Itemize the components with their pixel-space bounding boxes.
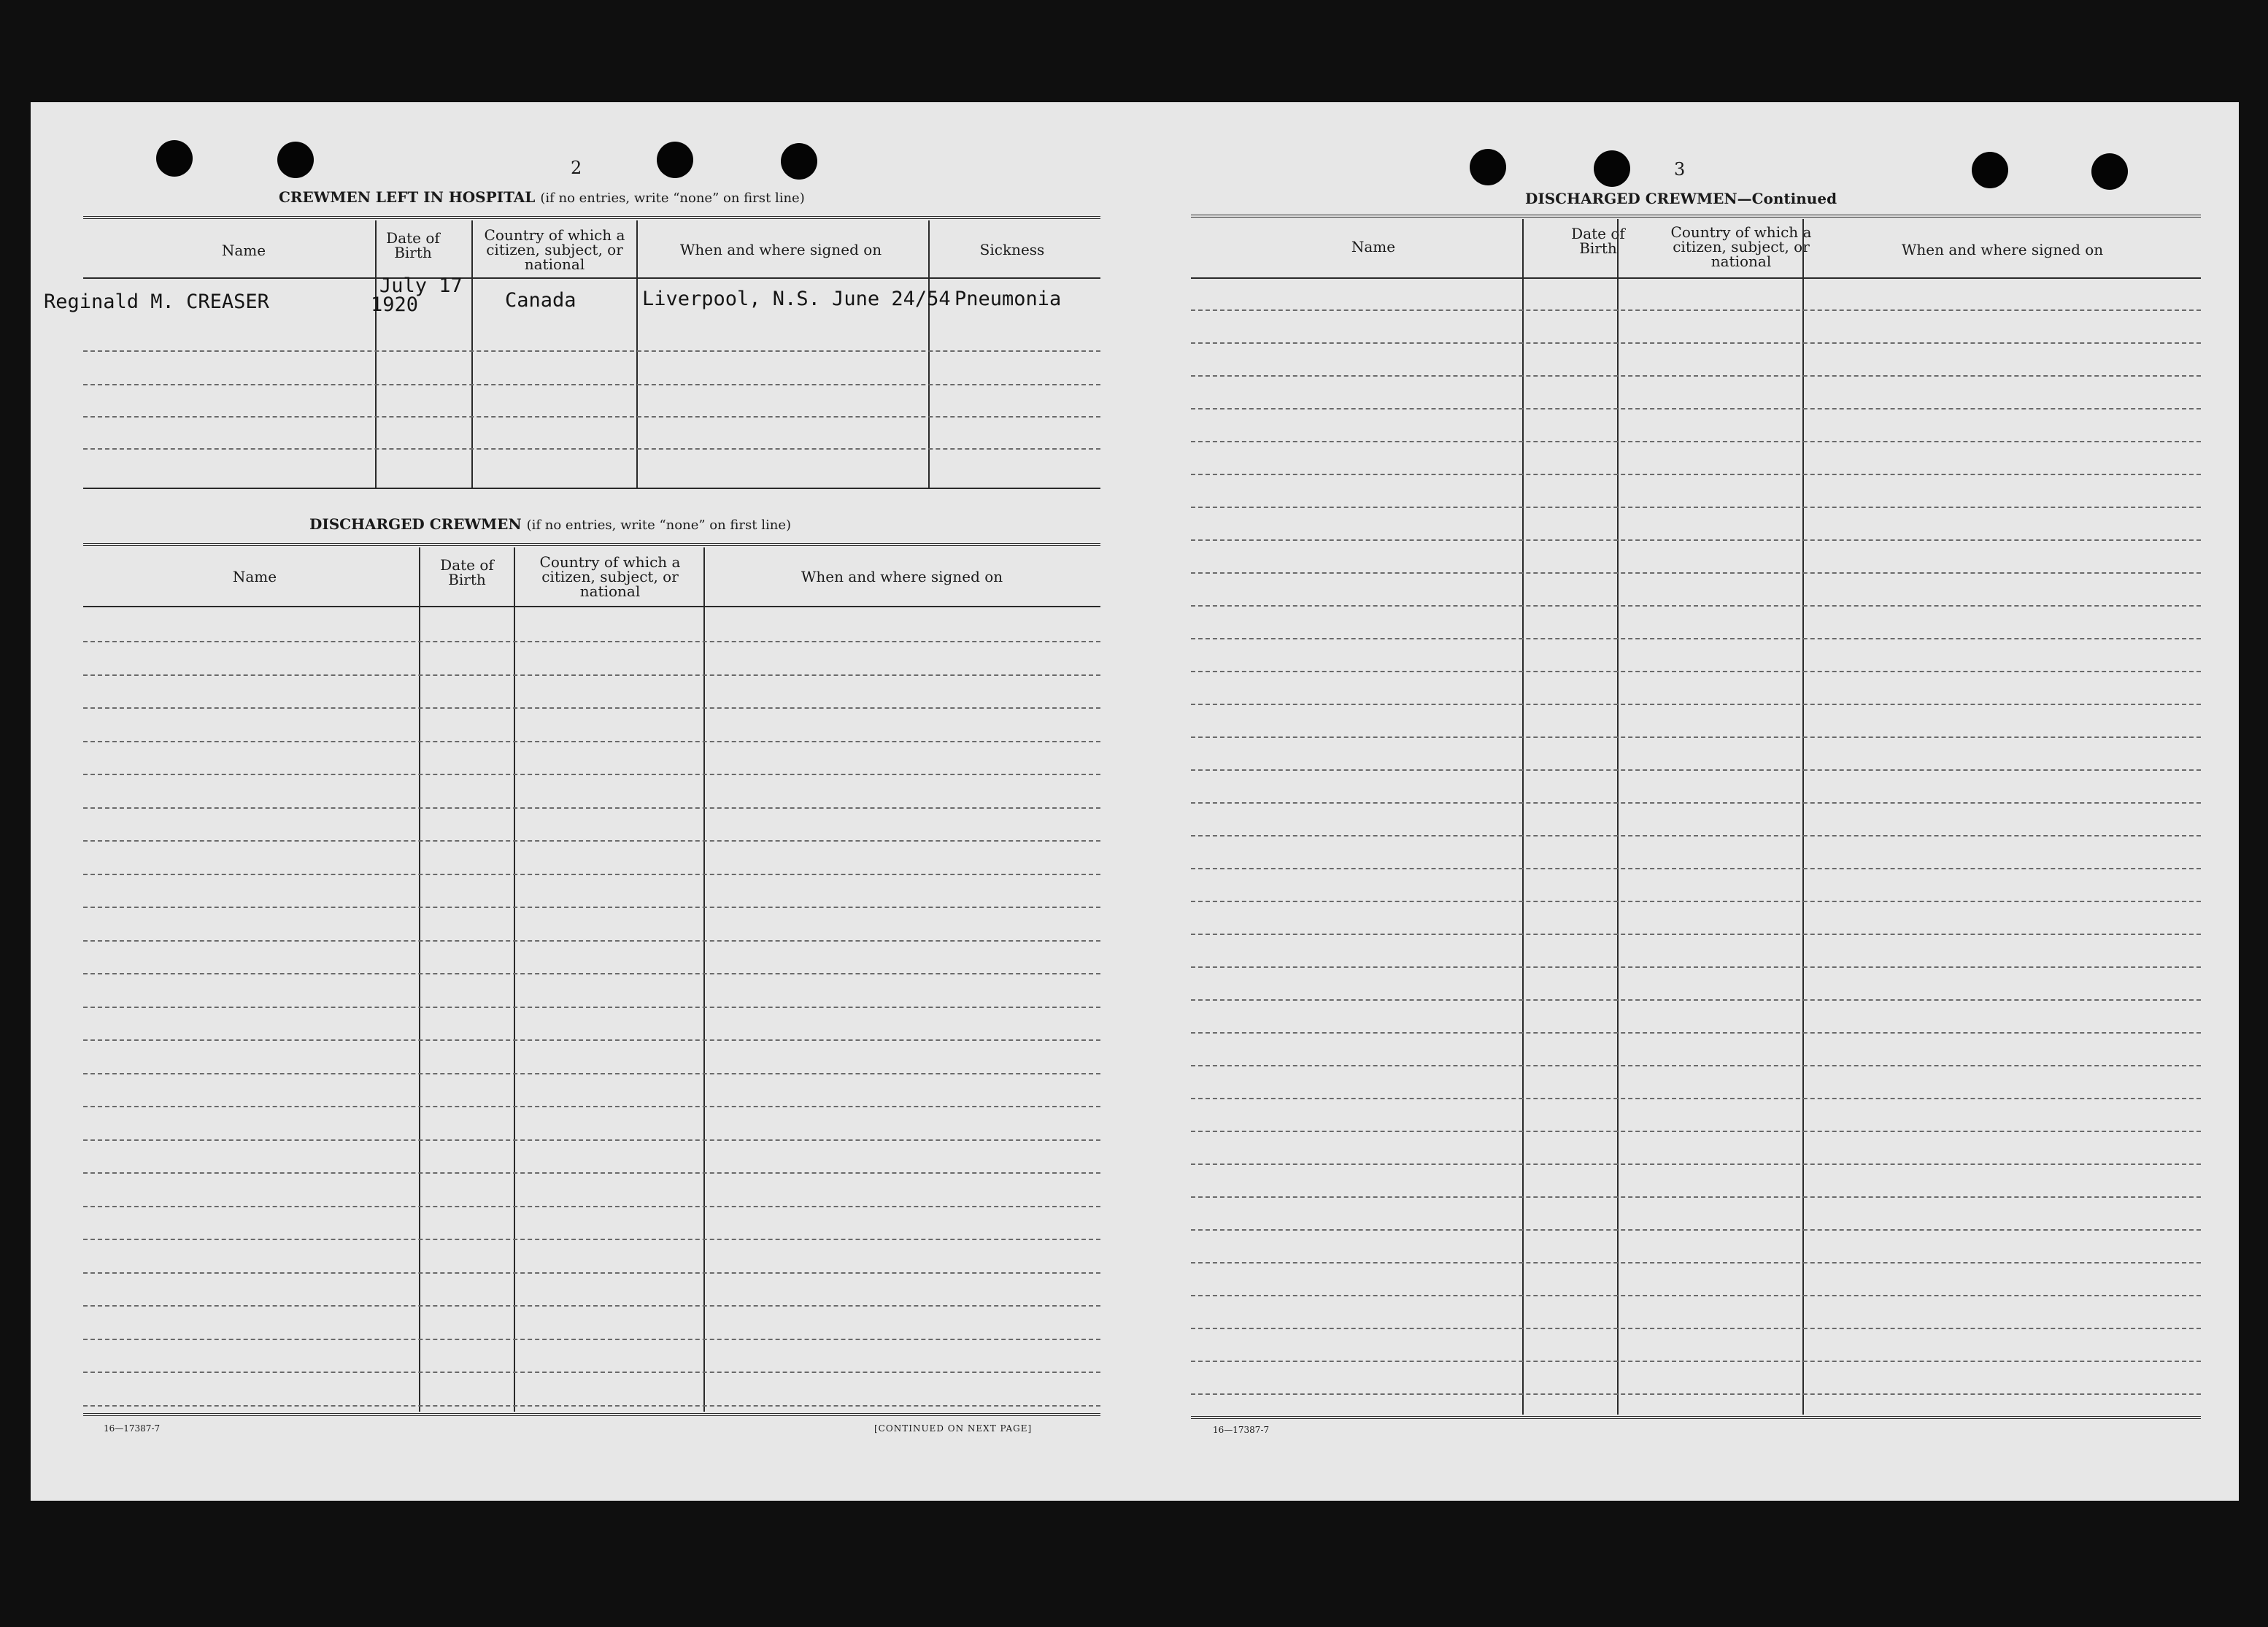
row-line [1191,704,2201,705]
column-divider [514,547,515,1412]
row-line [83,1339,1100,1340]
row-line [83,1305,1100,1307]
row-line [83,874,1100,875]
row-line [83,674,1100,676]
row-line [1191,1262,2201,1263]
hospital-title-text: CREWMEN LEFT IN HOSPITAL [279,188,536,206]
row-line [83,1007,1100,1008]
row-line [83,350,1100,352]
row-line [1191,1196,2201,1198]
right-header-rule [1191,277,2201,279]
manifest-sheet [31,102,2239,1501]
row-line [83,1272,1100,1274]
row-line [1191,408,2201,409]
punch-hole [156,140,193,177]
row-line [1191,1131,2201,1132]
row-line [83,1139,1100,1141]
row-line [83,840,1100,842]
row-line [1191,901,2201,902]
row-line [1191,638,2201,639]
discharged-section-title [309,515,791,533]
column-divider [419,547,420,1412]
hospital-section-title [279,188,805,206]
row-line [1191,309,2201,311]
right-page-title: DISCHARGED CREWMEN—Continued [1525,190,1837,207]
hospital-header-sickness: Sickness [979,241,1045,258]
column-divider [1802,219,1804,1415]
row-line [83,1073,1100,1074]
row-line [1191,441,2201,442]
form-number-right: 16—17387-7 [1213,1425,1270,1435]
row-line [1191,868,2201,869]
row-line [1191,1328,2201,1329]
row-line [83,641,1100,642]
row-line [1191,1098,2201,1099]
hospital-entry-country: Canada [505,289,576,312]
hospital-header-dob: Date of Birth [386,229,440,261]
row-line [83,1172,1100,1174]
row-line [1191,375,2201,377]
row-line [1191,1295,2201,1296]
hospital-entry-name: Reginald M. CREASER [44,291,269,313]
column-divider [1522,219,1524,1415]
hospital-header-name: Name [221,242,266,259]
row-line [1191,802,2201,804]
punch-hole [1594,150,1630,187]
row-line [1191,539,2201,541]
discharged-header-country: Country of which a citizen, subject, or national [539,553,681,600]
punch-hole [2091,153,2128,190]
hospital-table-top-rule [83,216,1100,219]
row-line [1191,1163,2201,1165]
right-table-bottom-rule [1191,1416,2201,1419]
row-line [1191,1361,2201,1362]
punch-hole [277,142,314,178]
row-line [83,416,1100,418]
row-line [1191,736,2201,738]
discharged-table-top-rule [83,543,1100,546]
punch-hole [781,143,817,180]
row-line [83,1039,1100,1041]
row-line [83,973,1100,974]
row-line [1191,835,2201,836]
hospital-entry-dob-month-day: July 17 [379,274,463,297]
discharged-header-dob: Date of Birth [440,556,494,588]
continued-note: [CONTINUED ON NEXT PAGE] [874,1423,1033,1434]
row-line [1191,1229,2201,1231]
row-line [1191,342,2201,344]
row-line [83,1405,1100,1407]
discharged-header-rule [83,606,1100,607]
page-number-right: 3 [1674,159,1686,180]
punch-hole [657,142,693,178]
row-line [83,807,1100,809]
column-divider [1617,219,1619,1415]
hospital-entry-dob-year: 1920 [371,293,419,316]
form-number-left: 16—17387-7 [104,1423,161,1434]
page-number-left: 2 [571,158,582,178]
row-line [1191,572,2201,574]
right-table-top-rule [1191,215,2201,218]
row-line [1191,934,2201,935]
hospital-entry-sickness: Pneumonia [954,288,1062,310]
row-line [83,1372,1100,1373]
row-line [83,907,1100,908]
discharged-title-text: DISCHARGED CREWMEN [309,515,522,533]
right-header-name: Name [1351,238,1396,255]
right-header-country: Country of which a citizen, subject, or national [1670,223,1812,270]
hospital-header-country: Country of which a citizen, subject, or national [484,226,625,273]
punch-hole [1470,149,1506,185]
discharged-table-bottom-rule [83,1413,1100,1416]
row-line [1191,507,2201,508]
row-line [83,1206,1100,1207]
row-line [1191,769,2201,771]
row-line [83,1106,1100,1107]
punch-hole [1972,152,2008,188]
row-line [83,774,1100,775]
hospital-subtitle-text: (if no entries, write “none” on first line) [540,191,805,206]
column-divider [703,547,705,1412]
row-line [83,384,1100,385]
discharged-subtitle-text: (if no entries, write “none” on first line) [526,518,792,533]
row-line [1191,671,2201,672]
hospital-table-bottom-rule [83,488,1100,489]
right-header-dob: Date of Birth [1571,225,1625,257]
row-line [1191,605,2201,607]
row-line [83,1239,1100,1240]
row-line [1191,474,2201,475]
row-line [83,707,1100,709]
hospital-header-rule [83,277,1100,279]
row-line [83,741,1100,742]
discharged-header-name: Name [232,568,277,585]
row-line [1191,1393,2201,1395]
discharged-header-signed-on: When and where signed on [801,568,1003,585]
hospital-header-signed-on: When and where signed on [679,241,882,258]
row-line [1191,1065,2201,1066]
row-line [1191,966,2201,968]
right-header-signed-on: When and where signed on [1901,241,2104,258]
hospital-entry-signed-on: Liverpool, N.S. June 24/54 [642,288,951,310]
row-line [1191,1032,2201,1034]
row-line [1191,999,2201,1001]
row-line [83,940,1100,942]
row-line [83,448,1100,450]
